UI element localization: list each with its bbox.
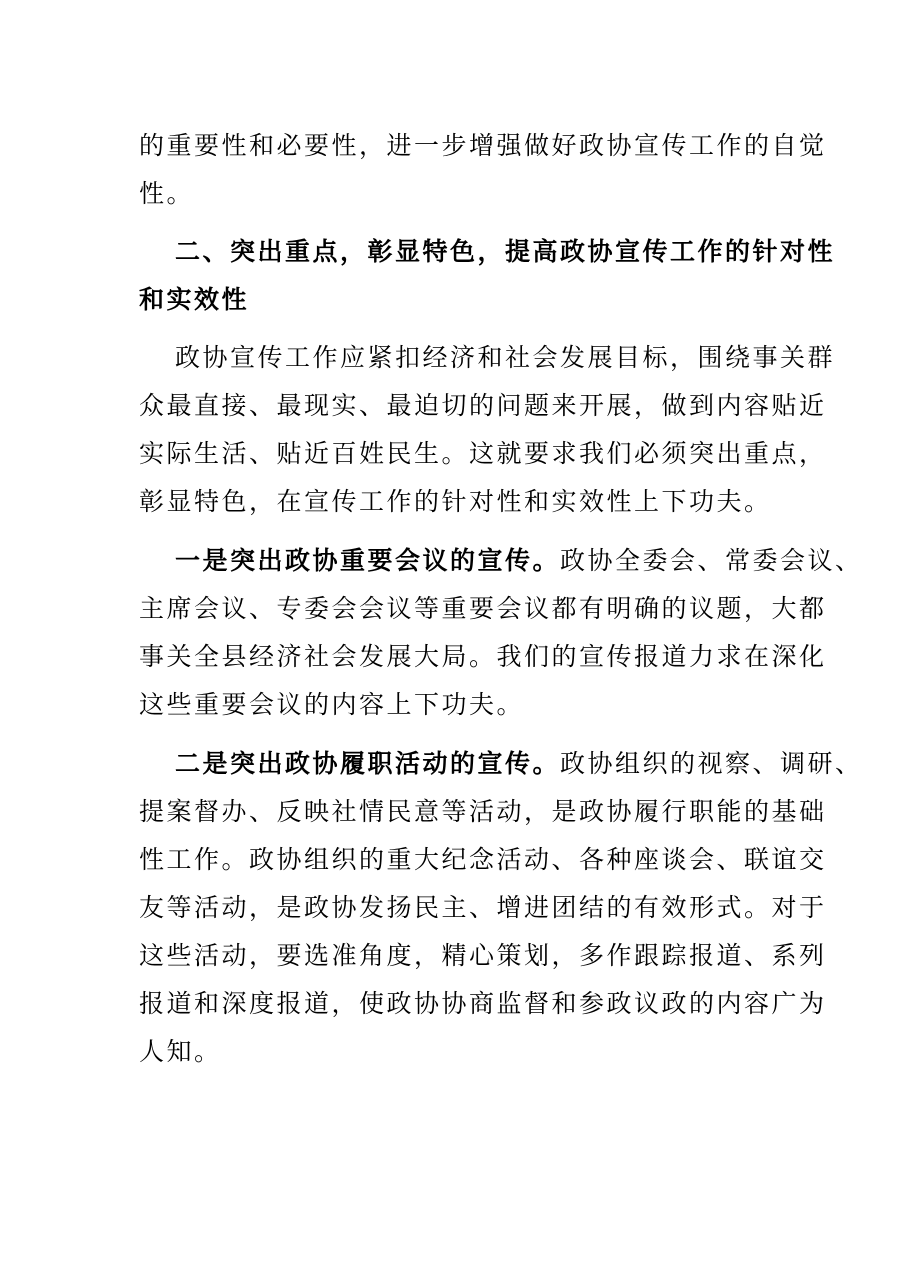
paragraph-text: 政协全委会、常委会议、 <box>560 546 863 575</box>
paragraph-line: 主席会议、专委会会议等重要会议都有明确的议题，大都 <box>139 594 827 623</box>
paragraph-line <box>175 744 863 784</box>
paragraph-line: 的重要性和必要性，进一步增强做好政协宣传工作的自觉 <box>139 131 827 160</box>
paragraph-line: 性。 <box>139 179 195 208</box>
paragraph-line: 彰显特色，在宣传工作的针对性和实效性上下功夫。 <box>139 487 772 516</box>
paragraph-line: 友等活动，是政协发扬民主、增进团结的有效形式。对于 <box>139 893 827 922</box>
paragraph-line: 报道和深度报道，使政协协商监督和参政议政的内容广为 <box>139 989 827 1018</box>
paragraph-text: 政协组织的视察、调研、 <box>560 749 863 778</box>
section-heading-line: 二、突出重点，彰显特色，提高政协宣传工作的针对性 <box>175 237 836 266</box>
paragraph-line: 人知。 <box>139 1037 222 1066</box>
paragraph-line: 众最直接、最现实、最迫切的问题来开展，做到内容贴近 <box>139 391 827 420</box>
paragraph-line: 事关全县经济社会发展大局。我们的宣传报道力求在深化 <box>139 642 827 671</box>
section-heading-line: 和实效性 <box>139 285 250 314</box>
lead-phrase: 二是突出政协履职活动的宣传。 <box>175 749 561 778</box>
paragraph-line: 这些重要会议的内容上下功夫。 <box>139 690 525 719</box>
paragraph-line: 实际生活、贴近百姓民生。这就要求我们必须突出重点， <box>139 439 827 468</box>
lead-phrase: 一是突出政协重要会议的宣传。 <box>175 546 561 575</box>
paragraph-line: 性工作。政协组织的重大纪念活动、各种座谈会、联谊交 <box>139 845 827 874</box>
paragraph-line: 提案督办、反映社情民意等活动，是政协履行职能的基础 <box>139 797 827 826</box>
paragraph-line <box>175 541 863 581</box>
paragraph-line: 这些活动，要选准角度，精心策划，多作跟踪报道、系列 <box>139 941 827 970</box>
paragraph-line: 政协宣传工作应紧扣经济和社会发展目标，围绕事关群 <box>175 343 836 372</box>
